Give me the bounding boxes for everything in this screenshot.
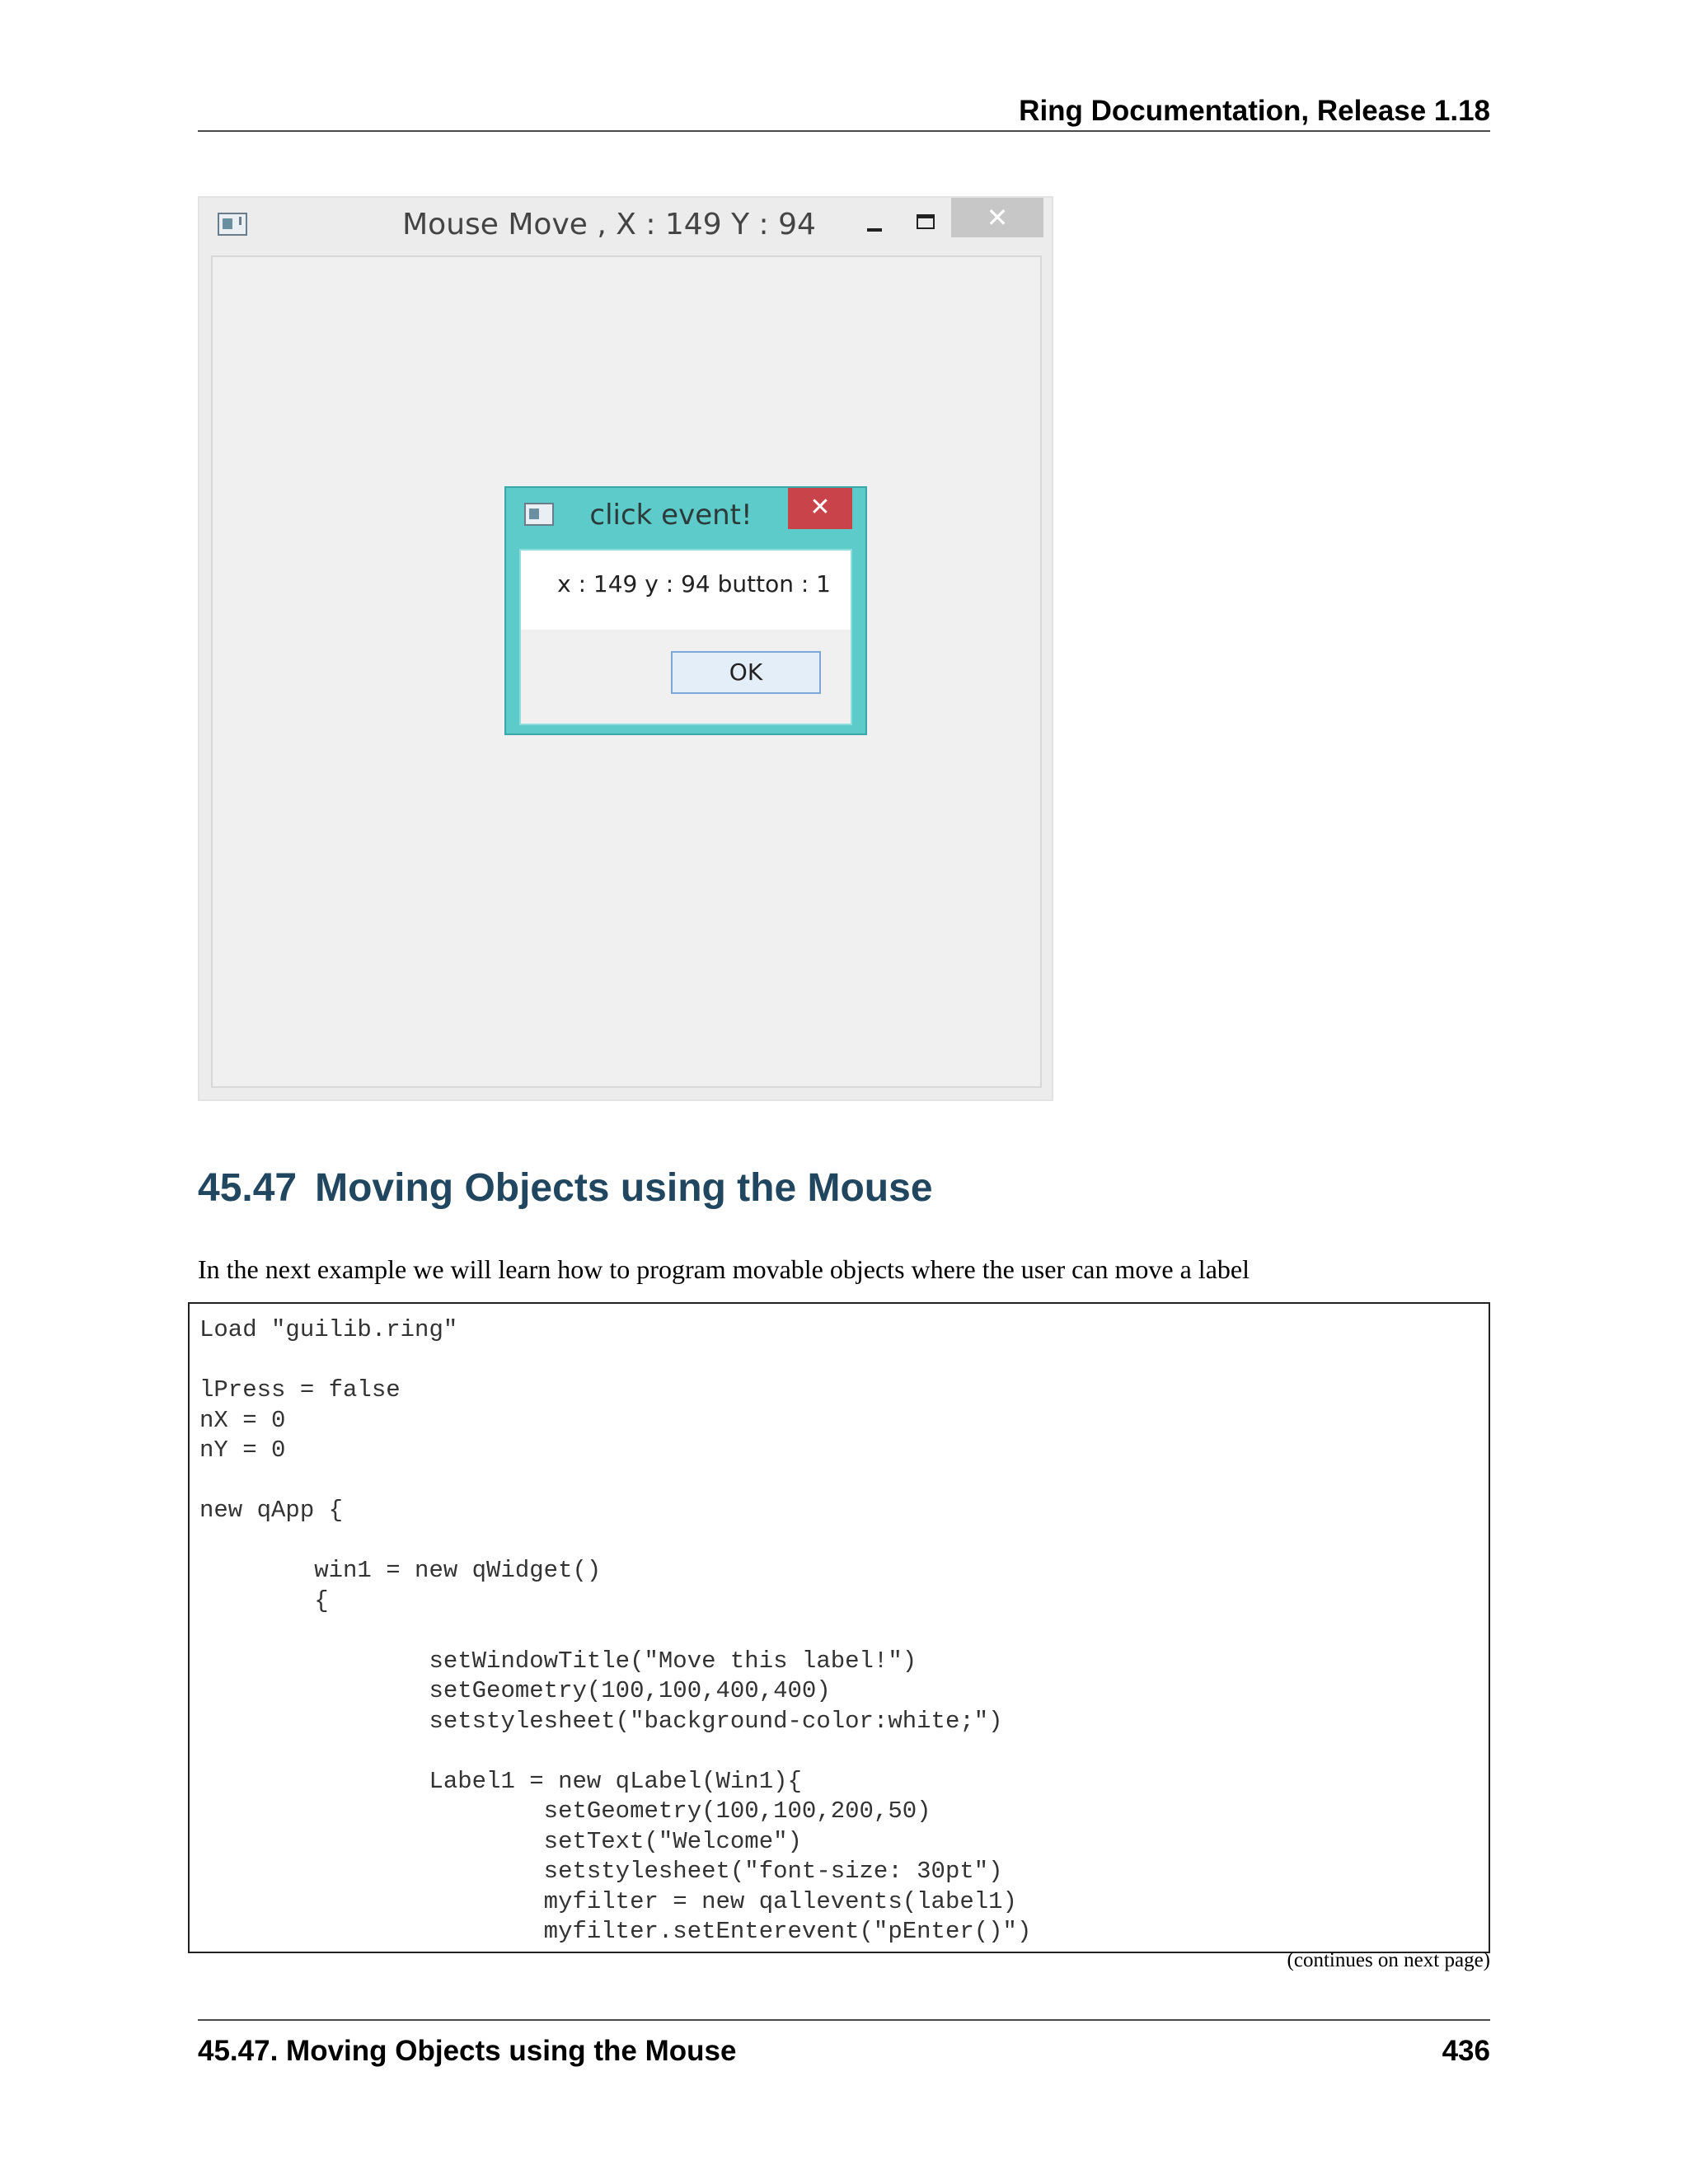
code-block [188,1302,1490,1953]
footer-section-label: 45.47. Moving Objects using the Mouse [198,2035,737,2067]
ok-button: OK [671,651,821,694]
code-text: Load "guilib.ring" lPress = false nX = 0 nY = 0 new qApp { win1 = new qWidget() { setWindowTitle("Move this label!") setGeometry(100,100,400,400) setstylesheet("background-color:white;") Label1 = new qLabel(Win1){ setGeometry(100,100,200,50) setText("Welcome") setstylesheet("font-size: 30pt") myfilter = new qallevents(label1) myfilter.setEnterevent("pEnter()") [199,1316,1032,1945]
page-number: 436 [1442,2035,1490,2067]
message-box-title: click event! [589,499,753,532]
screenshot-figure [198,196,1053,1101]
message-box-body [519,549,852,725]
section-number: 45.47 [198,1166,298,1210]
window-close-icon: ✕ [951,198,1043,237]
message-box [504,486,867,735]
window-app-icon [218,213,247,236]
message-box-app-icon [524,503,554,526]
document-title: Ring Documentation, Release 1.18 [1019,95,1490,127]
message-text: x : 149 y : 94 button : 1 [557,570,831,598]
window-title: Mouse Move , X : 149 Y : 94 [402,208,816,241]
window-client-area [211,255,1042,1088]
section-title: Moving Objects using the Mouse [315,1166,933,1210]
maximize-icon [910,209,943,242]
continues-note: (continues on next page) [1287,1949,1490,1971]
message-box-close-icon: ✕ [788,488,852,529]
page-header [198,92,1490,132]
minimize-icon [857,211,890,244]
message-area [521,551,851,630]
page-footer [198,2019,1490,2070]
section-heading [198,1164,933,1213]
intro-paragraph: In the next example we will learn how to program movable objects where the user can move a label [198,1254,1250,1284]
